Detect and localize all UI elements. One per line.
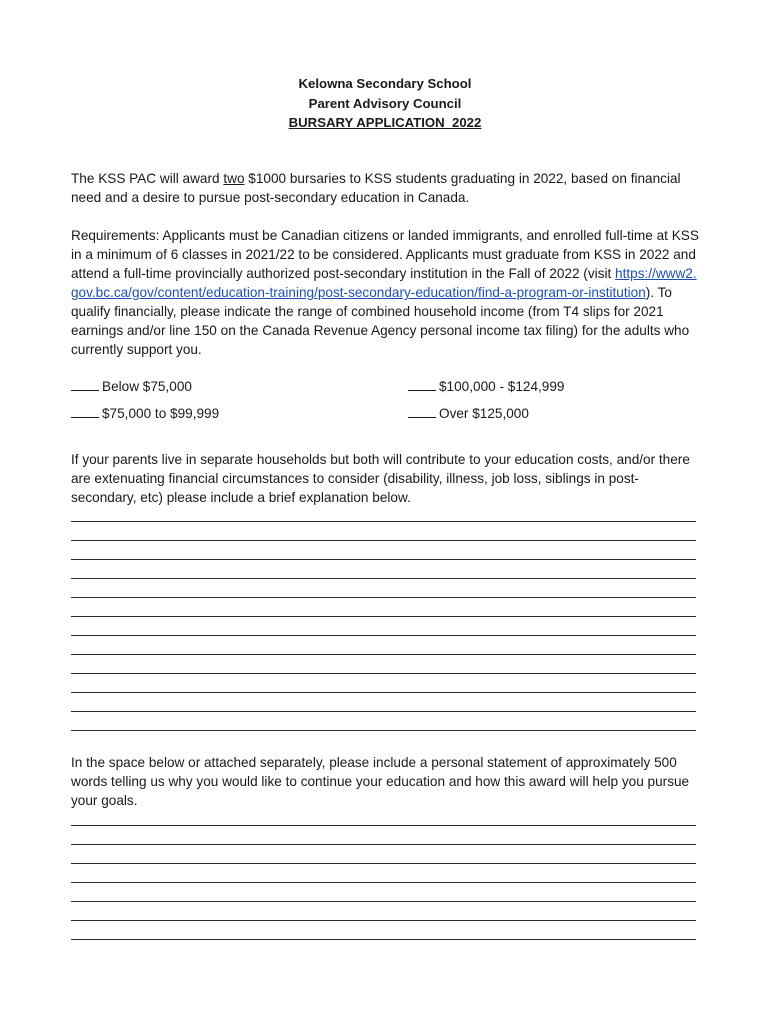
explanation-line[interactable] (71, 730, 696, 731)
intro-text-start: The KSS PAC will award (71, 171, 224, 186)
intro-text-end: $1000 bursaries to KSS students graduating in 2022, based on financial need and a desire to pursue post-secondary education in Canada. (71, 171, 681, 205)
statement-line[interactable] (71, 863, 696, 864)
statement-line[interactable] (71, 844, 696, 845)
income-option-label: $100,000 - $124,999 (439, 379, 565, 394)
requirements-text-end: ). To qualify financially, please indicate the range of combined household income (from T4 slips for 2021 earnings and/or line 150 on the Canada Revenue Agency personal income tax filing) for the adults who currently support you. (71, 285, 690, 357)
statement-line[interactable] (71, 882, 696, 883)
statement-line[interactable] (71, 920, 696, 921)
explanation-line[interactable] (71, 711, 696, 712)
explanation-line[interactable] (71, 559, 696, 560)
explanation-line[interactable] (71, 616, 696, 617)
income-blank-1[interactable] (71, 378, 99, 391)
intro-emphasis: two (223, 171, 245, 186)
document-title: BURSARY APPLICATION 2022 (288, 115, 482, 130)
council-name: Parent Advisory Council (308, 95, 462, 111)
document-header (0, 74, 770, 133)
separate-households-paragraph: If your parents live in separate households but both will contribute to your education costs, and/or there are extenuating financial circumstances to consider (disability, illness, job loss, siblings in post-secondary, etc) please include a brief explanation below. (71, 452, 690, 505)
income-option-75000-99999[interactable] (71, 404, 219, 423)
explanation-line[interactable] (71, 673, 696, 674)
explanation-line[interactable] (71, 635, 696, 636)
income-blank-2[interactable] (408, 378, 436, 391)
explanation-line[interactable] (71, 692, 696, 693)
requirements-paragraph (71, 226, 701, 359)
explanation-line[interactable] (71, 540, 696, 541)
bc-gov-program-link[interactable]: https://www2.gov.bc.ca/gov/content/education-training/post-secondary-education/find-a-program-or-institution (71, 266, 697, 300)
explanation-line[interactable] (71, 578, 696, 579)
intro-paragraph (71, 169, 701, 207)
school-name: Kelowna Secondary School (298, 76, 472, 91)
income-blank-4[interactable] (408, 405, 436, 418)
income-option-100000-124999[interactable] (408, 377, 564, 396)
explanation-line[interactable] (71, 597, 696, 598)
income-option-over-125000[interactable] (408, 404, 529, 423)
statement-line[interactable] (71, 901, 696, 902)
personal-statement-paragraph: In the space below or attached separately, please include a personal statement of approximately 500 words telling us why you would like to continue your education and how this award will help you pursue your goals. (71, 755, 690, 808)
explanation-line[interactable] (71, 521, 696, 522)
statement-line[interactable] (71, 939, 696, 940)
income-option-label: Over $125,000 (439, 406, 529, 421)
income-option-below-75000[interactable] (71, 377, 192, 396)
statement-line[interactable] (71, 825, 696, 826)
explanation-line[interactable] (71, 654, 696, 655)
income-option-label: $75,000 to $99,999 (102, 406, 220, 421)
income-blank-3[interactable] (71, 405, 99, 418)
requirements-text-start: Requirements: Applicants must be Canadian citizens or landed immigrants, and enrolled full-time at KSS in a minimum of 6 classes in 2021/22 to be considered. Applicants must graduate from KSS in 2022 and attend a full-time provincially authorized post-secondary institution in the Fall of 2022 (visit (71, 228, 699, 281)
income-option-label: Below $75,000 (102, 379, 192, 394)
